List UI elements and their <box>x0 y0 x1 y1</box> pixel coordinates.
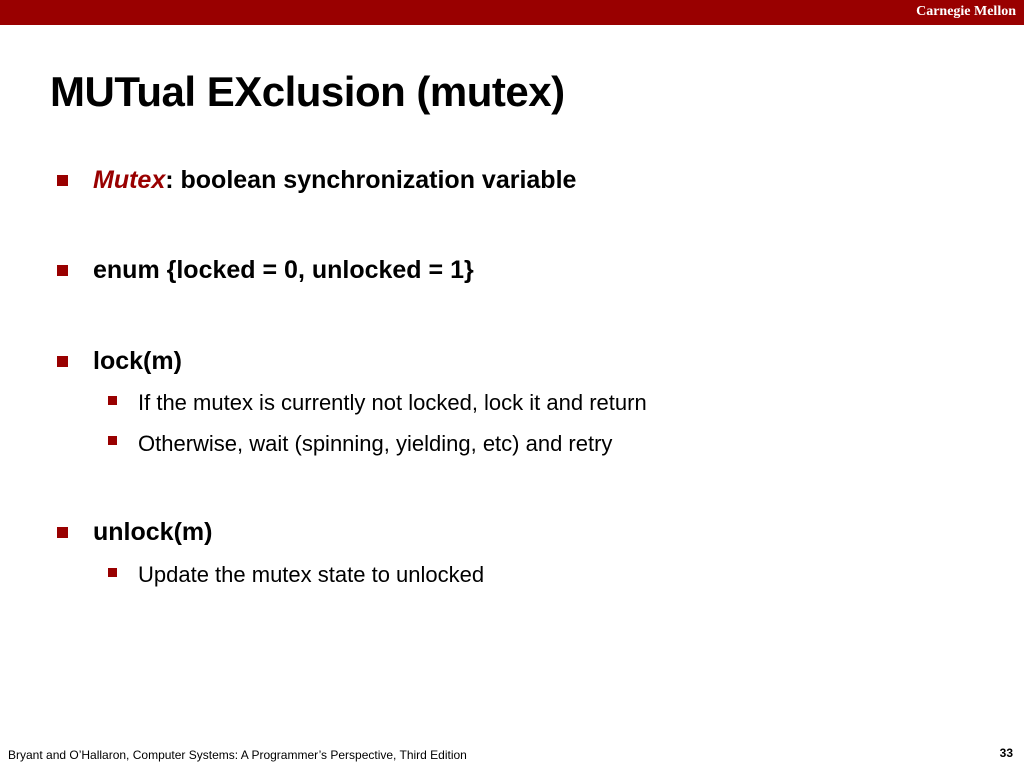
header-bar <box>0 0 1024 25</box>
page-number: 33 <box>999 746 1013 760</box>
bullet-marker <box>57 256 68 286</box>
sub-bullet-marker <box>108 396 117 405</box>
bullet-text: : boolean synchronization variable <box>165 166 577 194</box>
bullet-emphasis: Mutex <box>93 166 166 194</box>
footer-citation: Bryant and O’Hallaron, Computer Systems: A Programmer’s Perspective, Third Edition <box>8 748 467 762</box>
bullet-lock: lock(m) <box>93 347 182 375</box>
sub-bullet-marker <box>108 568 117 577</box>
bullet-mutex <box>93 165 576 195</box>
sub-bullet-lock-2: Otherwise, wait (spinning, yielding, etc) and retry <box>138 431 613 456</box>
bullet-marker <box>57 166 68 196</box>
sub-bullet-unlock-1: Update the mutex state to unlocked <box>138 562 485 587</box>
slide-title: MUTual EXclusion (mutex) <box>50 68 565 115</box>
bullet-unlock: unlock(m) <box>93 518 213 546</box>
bullet-enum: enum {locked = 0, unlocked = 1} <box>93 256 474 284</box>
bullet-marker <box>57 518 68 548</box>
sub-bullet-lock-1: If the mutex is currently not locked, lock it and return <box>138 390 647 415</box>
bullet-marker <box>57 347 68 377</box>
brand-label: Carnegie Mellon <box>916 4 1016 19</box>
sub-bullet-marker <box>108 436 117 445</box>
